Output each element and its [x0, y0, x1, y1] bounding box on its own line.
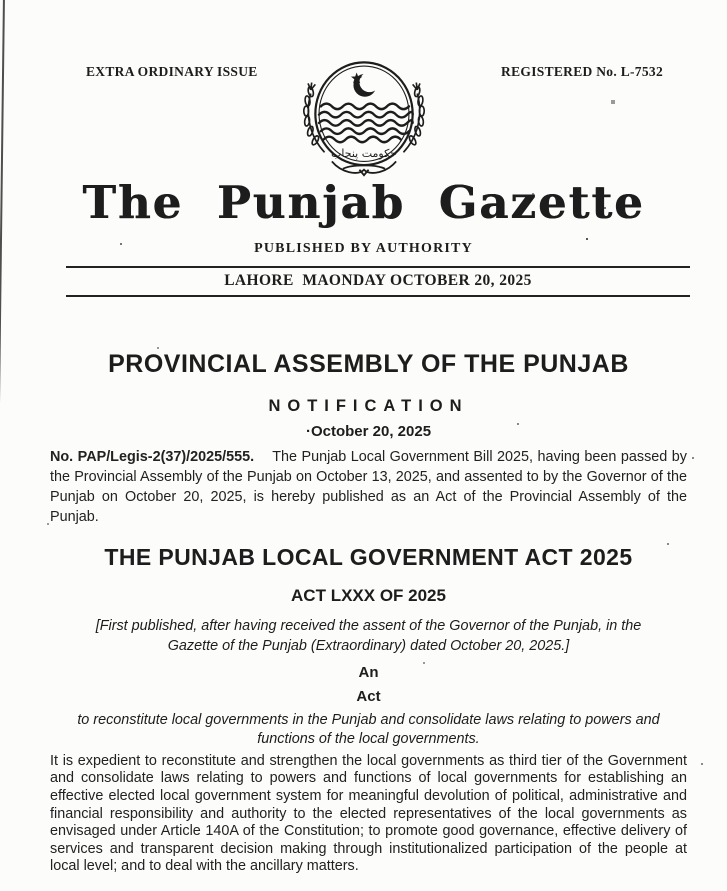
act-word: Act	[356, 687, 381, 705]
scan-edge-artifact	[0, 0, 5, 891]
an-act-block	[50, 664, 687, 705]
act-number: ACT LXXX OF 2025	[291, 585, 446, 605]
act-long-title: to reconstitute local governments in the Punjab and consolidate laws relating to powers and functions of the local governments.	[77, 711, 660, 747]
notification-date: ·October 20, 2025	[305, 423, 432, 440]
dateline-box	[66, 266, 690, 297]
registered-number-label: REGISTERED No. L-7532	[501, 64, 663, 79]
crest-graphic	[286, 58, 442, 186]
published-by-authority-label: PUBLISHED BY AUTHORITY	[254, 241, 473, 256]
an-word: An	[358, 663, 379, 681]
reference-number: No. PAP/Legis-2(37)/2025/555.	[50, 449, 255, 465]
assembly-heading: PROVINCIAL ASSEMBLY OF THE PUNJAB	[108, 350, 629, 378]
notification-body-text: The Punjab Local Government Bill 2025, having been passed by the Provincial Assembly of the Punjab on October 13, 2025, and assented to by the Governor of the Punjab on October 20, 2025, is hereby published as an Act of the Provincial Assembly of the Punjab.	[50, 449, 687, 525]
dateline: LAHORE MAONDAY OCTOBER 20, 2025	[224, 272, 532, 289]
notification-paragraph	[50, 448, 687, 528]
act-title: THE PUNJAB LOCAL GOVERNMENT ACT 2025	[104, 543, 633, 570]
gazette-body	[50, 330, 687, 876]
publication-note: [First published, after having received the assent of the Governor of the Punjab, in the Gazette of the Punjab (Extraordinary) dated October 20, 2025.]	[95, 617, 642, 654]
notification-heading: NOTIFICATION	[268, 397, 469, 415]
emblem-urdu-caption: حکومت پنجاب	[330, 146, 397, 160]
gazette-title: The Punjab Gazette	[82, 176, 645, 229]
preamble-paragraph: It is expedient to reconstitute and strengthen the local governments as third tier of the Government and consolidate laws relating to powers and functions of local governments for establishing an effective elected local government system for meaningful devolution of political, administrative and financial responsibility and authority to the elected representatives of the local governments as envisaged under Article 140A of the Constitution; to promote good governance, effective delivery of services and transparent decision making through institutionalized participation of the people at local level; and to deal with the ancillary matters.	[50, 752, 687, 875]
issue-type-label: EXTRA ORDINARY ISSUE	[86, 64, 258, 79]
punjab-government-emblem	[286, 58, 442, 191]
scan-noise	[0, 0, 2, 2]
